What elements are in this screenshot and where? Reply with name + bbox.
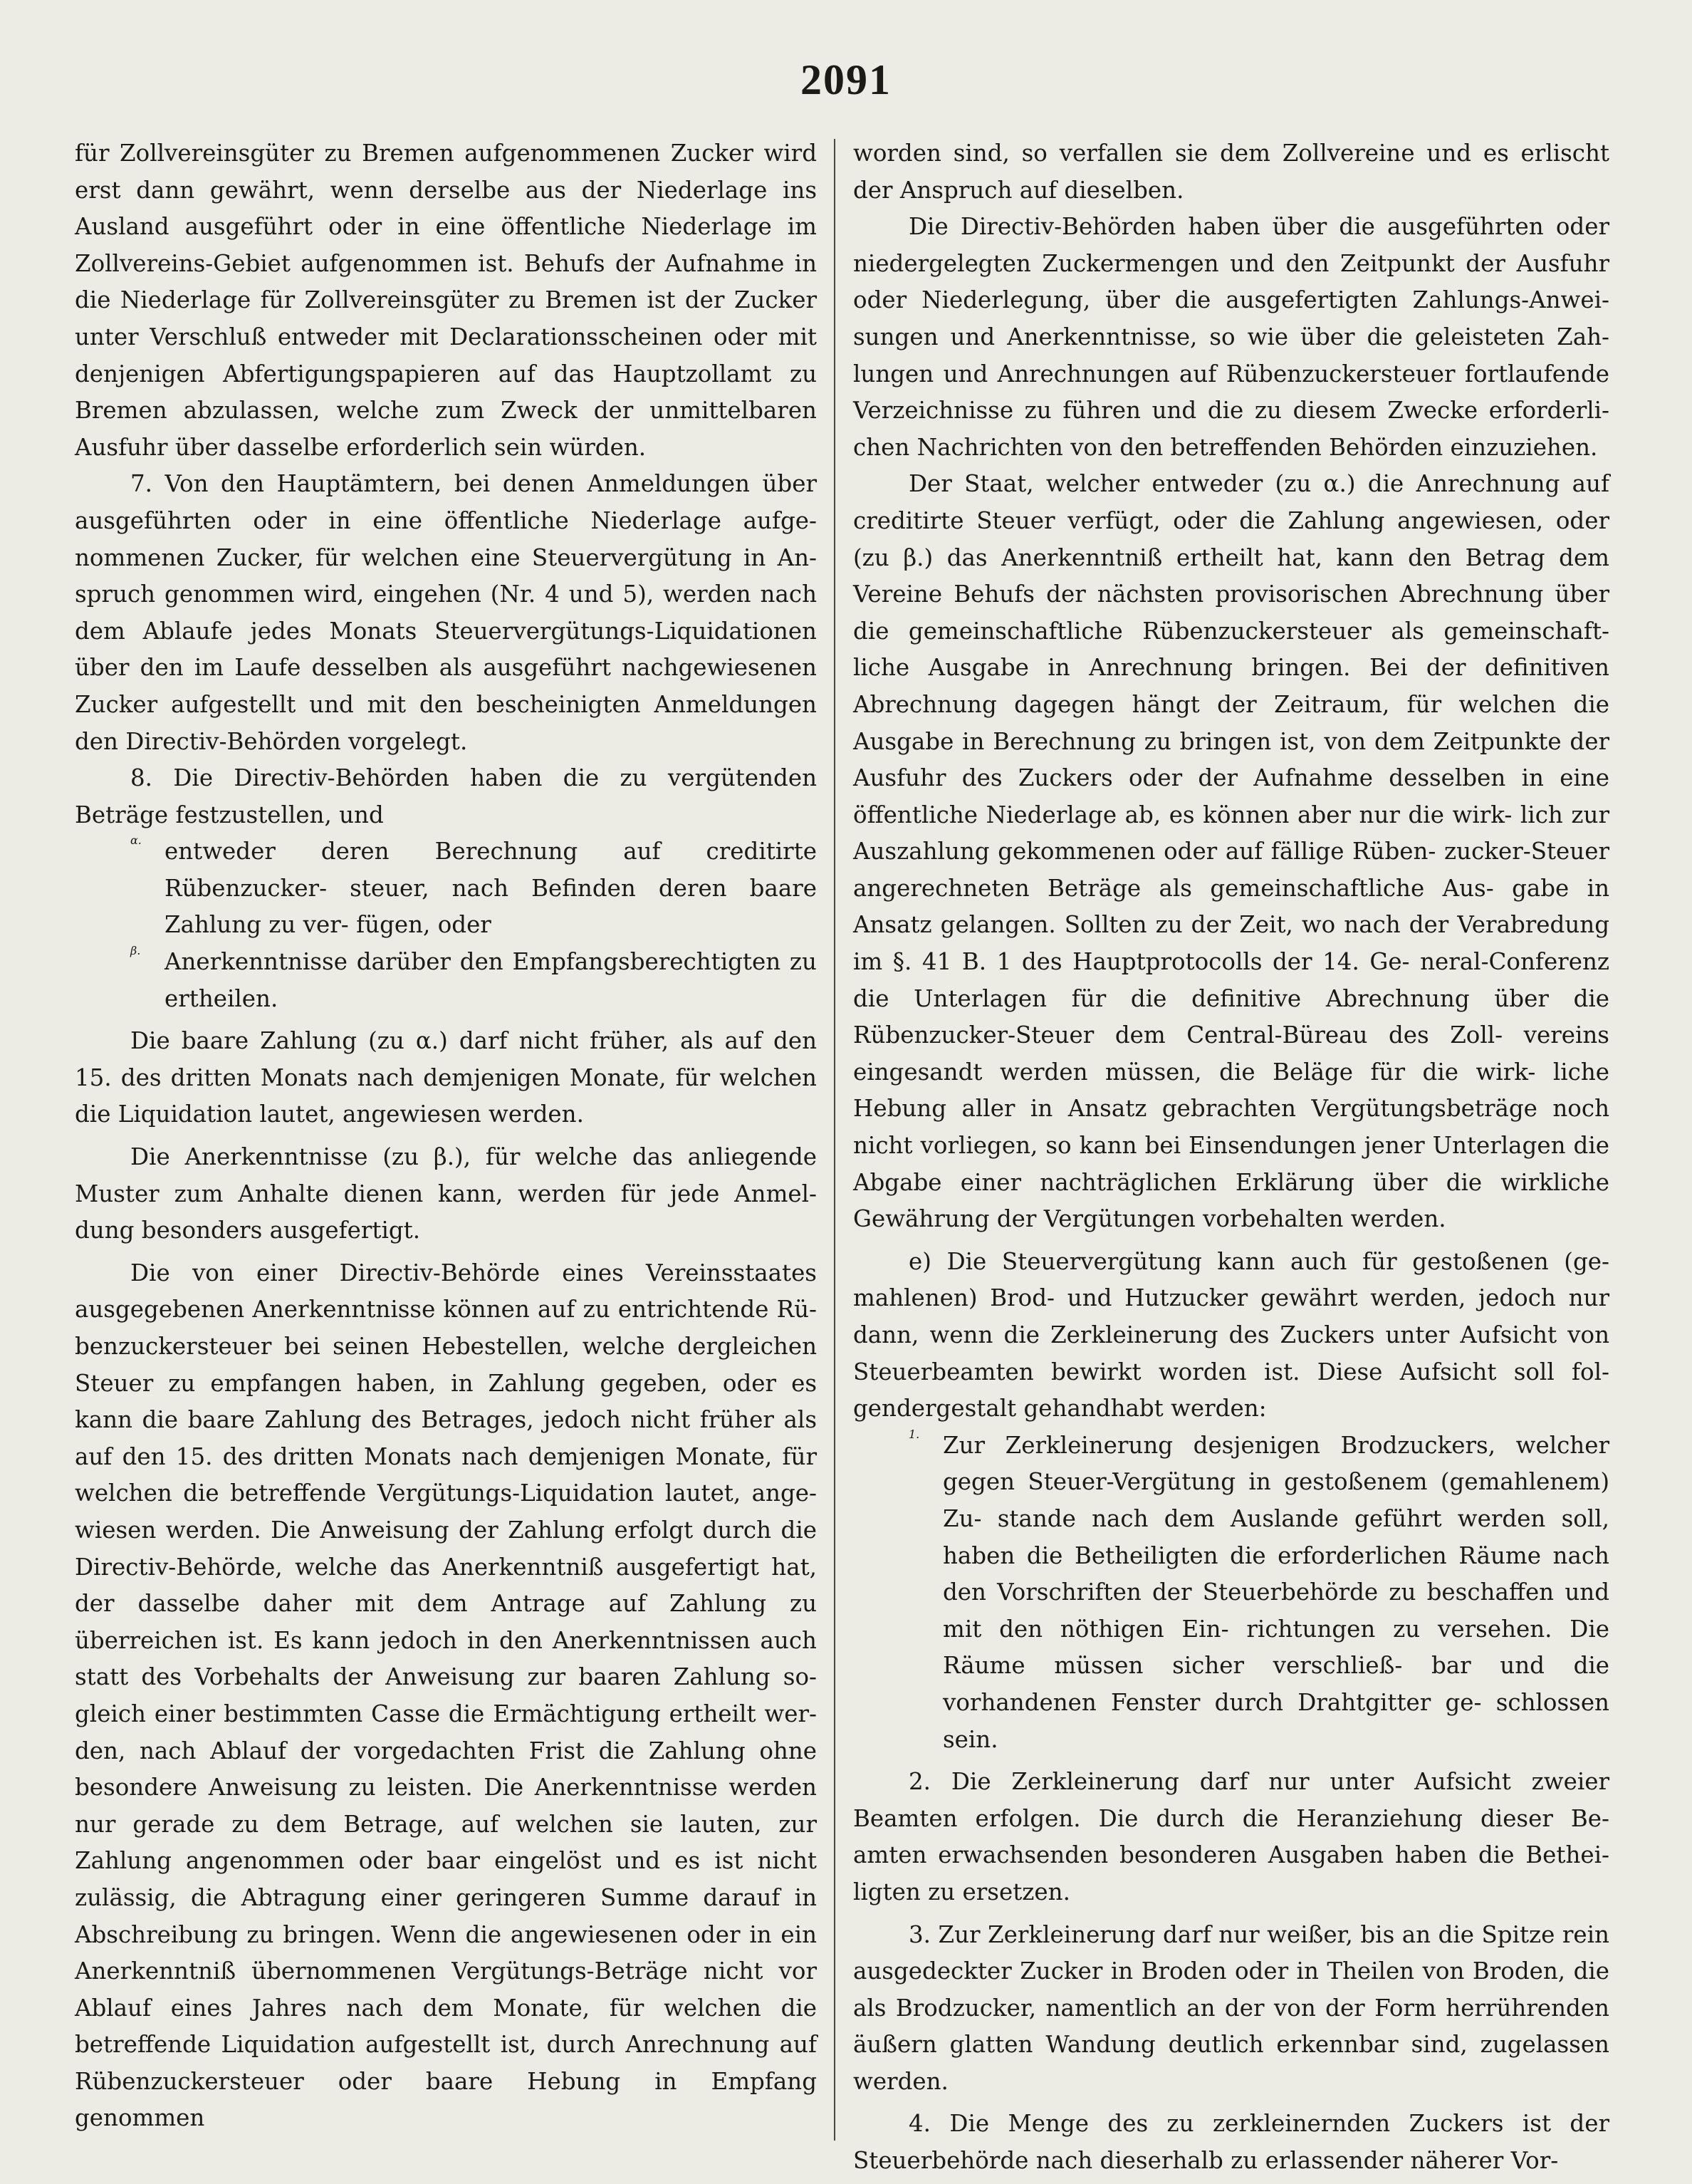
- paragraph: 3. Zur Zerkleinerung darf nur weißer, bis an die Spitze rein ausgedeckter Zucker in Broden oder in Theilen von Broden, die als Brodzucker, namentlich an der von der Form herrührenden äußern glatten Wandung deutlich erkennbar sind, zugelassen werden.: [853, 1920, 1609, 2095]
- list-item-text: Zur Zerkleinerung desjenigen Brodzuckers, welcher gegen Steuer-Vergütung in gestoßenem (gemahlenem) Zu- stande nach dem Auslande geführt werden soll, haben die Betheiligten die erforderlichen Räume nach den Vorschriften der Steuerbehörde zu beschaffen und mit den nöthigen Ein- richtungen zu versehen. Die Räume müssen sicher verschließ- bar und die vorhandenen Fenster durch Drahtgitter ge- schlossen sein.: [943, 1431, 1609, 1753]
- paragraph: worden sind, so verfallen sie dem Zollvereine und es erlischt der Anspruch auf dieselben.: [853, 140, 1609, 204]
- list-item: [909, 1428, 1609, 1758]
- list-marker: 1.: [909, 1427, 920, 1441]
- list-item-text: entweder deren Berechnung auf creditirte Rübenzucker- steuer, nach Befinden deren baare Zahlung zu ver- fügen, oder: [164, 838, 817, 939]
- right-column: [853, 135, 1609, 2180]
- paragraph: Die Anerkenntnisse (zu β.), für welche das anliegende Muster zum Anhalte dienen kann, werden für jede Anmel- dung besonders ausgefertigt.: [75, 1143, 817, 1244]
- paragraph: Die Directiv-Behörden haben über die ausgeführten oder niedergelegten Zuckermengen und den Zeitpunkt der Ausfuhr oder Niederlegung, über die ausgefertigten Zahlungs-Anwei- sungen und Anerkenntnisse, so wie über die geleisteten Zah- lungen und Anrechnungen auf Rübenzuckersteuer fortlaufende Verzeichnisse zu führen und die zu diesem Zwecke erforderli- chen Nachrichten von den betreffenden Behörden einzuziehen.: [853, 213, 1609, 461]
- column-divider: [834, 139, 835, 2141]
- paragraph: e) Die Steuervergütung kann auch für gestoßenen (ge- mahlenen) Brod- und Hutzucker gewährt werden, jedoch nur dann, wenn die Zerkleinerung des Zuckers unter Aufsicht von Steuerbeamten bewirkt worden ist. Diese Aufsicht soll fol- gendergestalt gehandhabt werden:: [853, 1247, 1609, 1423]
- paragraph: Die baare Zahlung (zu α.) darf nicht früher, als auf den 15. des dritten Monats nach demjenigen Monate, für welchen die Liquidation lautet, angewiesen werden.: [75, 1027, 817, 1128]
- left-column: [75, 135, 817, 2137]
- list-marker: β.: [130, 944, 141, 958]
- paragraph: Der Staat, welcher entweder (zu α.) die Anrechnung auf creditirte Steuer verfügt, oder die Zahlung angewiesen, oder (zu β.) das Anerkenntniß ertheilt hat, kann den Betrag dem Vereine Behufs der nächsten provisorischen Abrechnung über die gemeinschaftliche Rübenzuckersteuer als gemeinschaft- liche Ausgabe in Anrechnung bringen. Bei der definitiven Abrechnung dagegen hängt der Zeitraum, für welchen die Ausgabe in Berechnung zu bringen ist, von dem Zeitpunkte der Ausfuhr des Zuckers oder der Aufnahme desselben in eine öffentliche Niederlage ab, es können aber nur die wirk- lich zur Auszahlung gekommenen oder auf fällige Rüben- zucker-Steuer angerechneten Beträge als gemeinschaftliche Aus- gabe in Ansatz gelangen. Sollten zu der Zeit, wo nach der Verabredung im §. 41 B. 1 des Hauptprotocolls der 14. Ge- neral-Conferenz die Unterlagen für die definitive Abrechnung über die Rübenzucker-Steuer dem Central-Büreau des Zoll- vereins eingesandt werden müssen, die Beläge für die wirk- liche Hebung aller in Ansatz gebrachten Vergütungsbeträge noch nicht vorliegen, so kann bei Einsendungen jener Unterlagen die Abgabe einer nachträglichen Erklärung über die wirkliche Gewährung der Vergütungen vorbehalten werden.: [853, 470, 1609, 1233]
- list-item-text: Anerkenntnisse darüber den Empfangsberechtigten zu ertheilen.: [164, 948, 817, 1012]
- paragraph: für Zollvereinsgüter zu Bremen aufgenommenen Zucker wird erst dann gewährt, wenn derselbe aus der Niederlage ins Ausland ausgeführt oder in eine öffentliche Niederlage im Zollvereins-Gebiet aufgenommen ist. Behufs der Aufnahme in die Niederlage für Zollvereinsgüter zu Bremen ist der Zucker unter Verschluß entweder mit Declarationsscheinen oder mit denjenigen Abfertigungspapieren auf das Hauptzollamt zu Bremen abzulassen, welche zum Zweck der unmittelbaren Ausfuhr über dasselbe erforderlich sein würden.: [75, 140, 817, 461]
- list-item: [130, 833, 817, 944]
- paragraph: Die von einer Directiv-Behörde eines Vereinsstaates ausgegebenen Anerkenntnisse können auf zu entrichtende Rü- benzuckersteuer bei seinen Hebestellen, welche dergleichen Steuer zu empfangen haben, in Zahlung gegeben, oder es kann die baare Zahlung des Betrages, jedoch nicht früher als auf den 15. des dritten Monats nach demjenigen Monate, für welchen die betreffende Vergütungs-Liquidation lautet, ange- wiesen werden. Die Anweisung der Zahlung erfolgt durch die Directiv-Behörde, welche das Anerkenntniß ausgefertigt hat, der dasselbe daher mit dem Antrage auf Zahlung zu überreichen ist. Es kann jedoch in den Anerkenntnissen auch statt des Vorbehalts der Anweisung zur baaren Zahlung so- gleich einer bestimmten Casse die Ermächtigung ertheilt wer- den, nach Ablauf der vorgedachten Frist die Zahlung ohne besondere Anweisung zu leisten. Die Anerkenntnisse werden nur gerade zu dem Betrage, auf welchen sie lauten, zur Zahlung angenommen oder baar eingelöst und es ist nicht zulässig, die Abtragung einer geringeren Summe darauf in Abschreibung zu bringen. Wenn die angewiesenen oder in ein Anerkenntniß übernommenen Vergütungs-Beträge nicht vor Ablauf eines Jahres nach dem Monate, für welchen die betreffende Liquidation aufgestellt ist, durch Anrechnung auf Rübenzuckersteuer oder baare Hebung in Empfang genommen: [75, 1259, 817, 2132]
- paragraph: 8. Die Directiv-Behörden haben die zu vergütenden Beträge festzustellen, und: [75, 764, 817, 828]
- list-marker: α.: [130, 833, 142, 848]
- list-item: [130, 944, 817, 1017]
- page-number: 2091: [800, 56, 892, 103]
- paragraph: 7. Von den Hauptämtern, bei denen Anmeldungen über ausgeführten oder in eine öffentliche Niederlage aufge- nommenen Zucker, für welchen eine Steuervergütung in An- spruch genommen wird, eingehen (Nr. 4 und 5), werden nach dem Ablaufe jedes Monats Steuervergütungs-Liquidationen über den im Laufe desselben als ausgeführt nachgewiesenen Zucker aufgestellt und mit den bescheinigten Anmeldungen den Directiv-Behörden vorgelegt.: [75, 470, 817, 755]
- paragraph: 4. Die Menge des zu zerkleinernden Zuckers ist der Steuerbehörde nach dieserhalb zu erlassender näherer Vor-: [853, 2110, 1609, 2175]
- paragraph: 2. Die Zerkleinerung darf nur unter Aufsicht zweier Beamten erfolgen. Die durch die Heranziehung dieser Be- amten erwachsenden besonderen Ausgaben haben die Bethei- ligten zu ersetzen.: [853, 1768, 1609, 1905]
